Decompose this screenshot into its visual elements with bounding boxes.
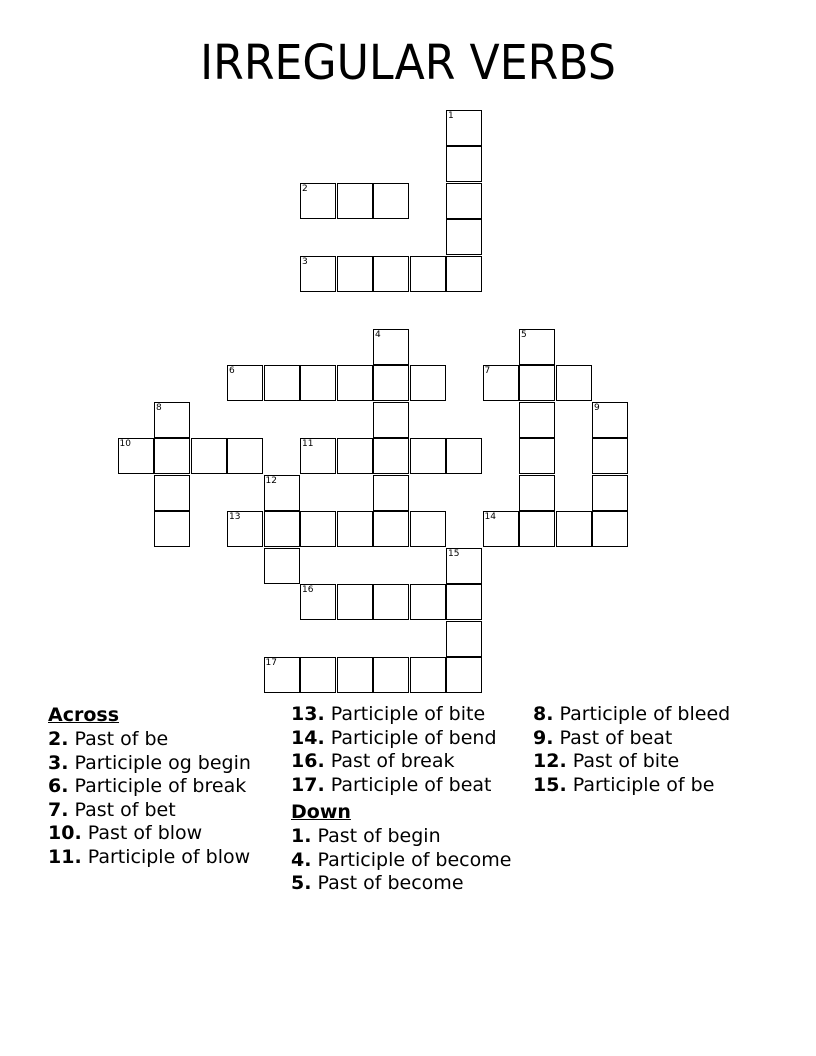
grid-cell[interactable] [191,438,227,474]
clue-item [291,849,531,873]
clue-number: 12 [265,475,277,486]
grid-cell[interactable] [592,402,628,438]
grid-cell[interactable] [592,511,628,547]
clue-text: Past of beat [559,726,673,749]
grid-cell[interactable] [300,438,336,474]
clue-item [291,727,531,751]
clue-number: 9 [594,402,600,413]
grid-cell[interactable] [373,256,409,292]
grid-cell[interactable] [337,183,373,219]
clue-number-label: 8. [533,703,554,725]
grid-cell[interactable] [373,438,409,474]
grid-cell[interactable] [373,183,409,219]
clue-item [291,750,531,774]
clue-number-label: 3. [48,751,69,774]
clue-number-label: 2. [48,728,69,750]
clue-item [48,752,288,776]
grid-cell[interactable] [337,657,373,693]
grid-cell[interactable] [264,511,300,547]
grid-cell[interactable] [483,511,519,547]
clue-number: 17 [265,658,277,668]
grid-cell[interactable] [446,110,482,146]
clue-item [291,825,531,849]
grid-cell[interactable] [373,475,409,511]
clue-number-label: 4. [291,848,312,871]
grid-cell[interactable] [446,548,482,584]
grid-cell[interactable] [556,511,592,547]
grid-cell[interactable] [337,256,373,292]
clue-item [48,728,288,752]
clue-number: 4 [375,329,381,340]
grid-cell[interactable] [264,657,300,693]
clue-item [533,703,773,727]
clue-item [291,703,531,727]
grid-cell[interactable] [300,183,336,219]
clue-number: 16 [302,585,314,595]
grid-cell[interactable] [410,365,446,401]
grid-cell[interactable] [446,146,482,182]
clue-item [291,872,531,896]
clue-item [48,846,288,870]
clue-text: Past of break [330,750,455,772]
clue-text: Past of become [317,872,464,894]
grid-cell[interactable] [337,511,373,547]
clue-column-1 [48,703,288,869]
grid-cell[interactable] [154,438,190,474]
grid-cell[interactable] [519,438,555,474]
grid-cell[interactable] [373,365,409,401]
grid-cell[interactable] [592,438,628,474]
clue-item [48,799,288,823]
clue-number-label: 7. [48,798,69,821]
clue-text: Participle og begin [74,751,251,774]
grid-cell[interactable] [519,402,555,438]
clue-number: 8 [156,402,162,413]
clue-number: 10 [119,439,131,449]
clue-item [533,750,773,774]
clue-text: Past of bite [572,750,680,772]
clue-text: Participle of become [317,848,512,871]
clue-number-label: 11. [48,845,82,868]
grid-cell[interactable] [519,475,555,511]
down-header: Down [291,801,351,823]
clue-text: Participle of blow [87,845,251,868]
grid-cell[interactable] [154,475,190,511]
clue-number-label: 16. [291,750,325,772]
clue-text: Participle of bite [330,703,486,725]
grid-cell[interactable] [519,329,555,365]
clue-text: Past of begin [317,825,441,847]
grid-cell[interactable] [373,584,409,620]
clue-text: Past of blow [87,822,203,844]
clue-number: 11 [302,439,314,449]
grid-cell[interactable] [154,402,190,438]
clue-number: 7 [484,366,491,376]
clue-number-label: 1. [291,825,312,847]
grid-cell[interactable] [592,475,628,511]
grid-cell[interactable] [264,365,300,401]
grid-cell[interactable] [300,657,336,693]
clue-text: Participle of break [74,775,247,797]
grid-cell[interactable] [410,584,446,620]
grid-cell[interactable] [519,511,555,547]
grid-cell[interactable] [227,438,263,474]
grid-cell[interactable] [300,511,336,547]
grid-cell[interactable] [300,365,336,401]
clue-number: 13 [229,512,241,522]
grid-cell[interactable] [227,365,263,401]
grid-cell[interactable] [337,438,373,474]
clue-number: 15 [448,548,460,559]
grid-cell[interactable] [337,584,373,620]
clue-item [533,774,773,798]
clue-text: Past of be [74,728,169,750]
grid-cell[interactable] [300,584,336,620]
grid-cell[interactable] [337,365,373,401]
grid-cell[interactable] [373,402,409,438]
clue-text: Participle of bend [330,726,497,749]
clue-number: 3 [302,256,308,267]
grid-cell[interactable] [410,511,446,547]
clue-text: Past of bet [74,798,176,821]
grid-cell[interactable] [373,657,409,693]
clue-column-3 [533,703,773,797]
grid-cell[interactable] [446,256,482,292]
clue-number: 6 [229,366,235,376]
clue-text: Participle of beat [330,773,492,796]
across-header: Across [48,704,120,726]
grid-cell[interactable] [373,329,409,365]
clue-item [48,775,288,799]
clue-number-label: 17. [291,773,325,796]
grid-cell[interactable] [446,183,482,219]
clue-number-label: 6. [48,775,69,797]
page-title: IRREGULAR VERBS [200,35,616,91]
grid-cell[interactable] [446,438,482,474]
clue-number: 2 [302,183,308,194]
grid-cell[interactable] [227,511,263,547]
grid-cell[interactable] [483,365,519,401]
grid-cell[interactable] [519,365,555,401]
grid-cell[interactable] [410,438,446,474]
clue-number-label: 9. [533,726,554,749]
clue-item [291,774,531,798]
clue-number: 14 [484,512,496,522]
grid-cell[interactable] [446,584,482,620]
grid-cell[interactable] [446,621,482,657]
grid-cell[interactable] [446,657,482,693]
clue-item [48,822,288,846]
grid-cell[interactable] [264,475,300,511]
grid-cell[interactable] [410,256,446,292]
clue-number-label: 13. [291,703,325,725]
grid-cell[interactable] [118,438,154,474]
clue-number-label: 12. [533,750,567,772]
clue-column-2 [291,703,531,896]
clue-text: Participle of bleed [559,703,731,725]
clue-number-label: 14. [291,726,325,749]
grid-cell[interactable] [373,511,409,547]
grid-cell[interactable] [446,219,482,255]
clue-text: Participle of be [572,773,715,796]
grid-cell[interactable] [300,256,336,292]
clue-number-label: 5. [291,872,312,894]
clue-number: 5 [521,329,527,340]
grid-cell[interactable] [264,548,300,584]
grid-cell[interactable] [154,511,190,547]
clue-item [533,727,773,751]
clue-number: 1 [448,110,454,121]
grid-cell[interactable] [410,657,446,693]
clue-number-label: 10. [48,822,82,844]
clue-number-label: 15. [533,773,567,796]
grid-cell[interactable] [556,365,592,401]
